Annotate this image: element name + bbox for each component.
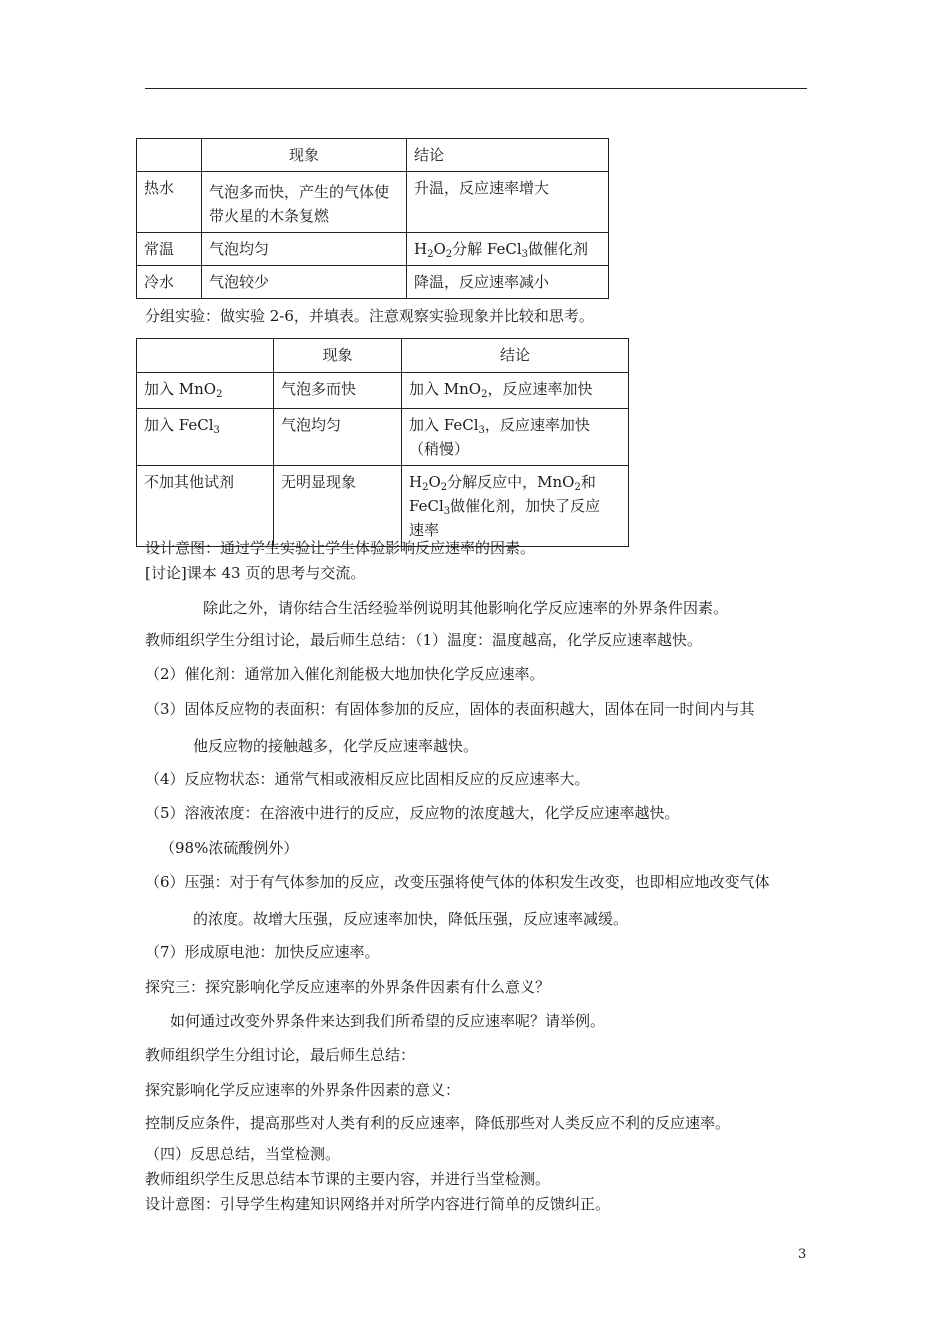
body-line: （5）溶液浓度：在溶液中进行的反应，反应物的浓度越大，化学反应速率越快。 [145, 804, 680, 822]
body-line: 教师组织学生分组讨论，最后师生总结：（1）温度：温度越高，化学反应速率越快。 [145, 631, 703, 649]
page-number: 3 [798, 1247, 807, 1262]
body-line: 的浓度。故增大压强，反应速率加快，降低压强，反应速率减缓。 [193, 910, 629, 928]
table-header-cell: 结论 [402, 339, 629, 373]
temperature-table [136, 138, 609, 299]
table-header-cell: 现象 [202, 139, 407, 172]
table-cell: 气泡多而快，产生的气体使带火星的木条复燃 [202, 172, 407, 233]
table-cell: 加入 FeCl$_3$ [137, 409, 274, 466]
table-cell: 不加其他试剂 [137, 466, 274, 547]
body-line: [讨论]课本 43 页的思考与交流。 [145, 564, 366, 582]
table-cell: 升温，反应速率增大 [407, 172, 609, 233]
table-cell: 气泡多而快 [274, 373, 402, 409]
table-cell: 加入 MnO$_2$ [137, 373, 274, 409]
header-rule [145, 88, 807, 89]
body-line: （4）反应物状态：通常气相或液相反应比固相反应的反应速率大。 [145, 770, 590, 788]
body-line: （6）压强：对于有气体参加的反应，改变压强将使气体的体积发生改变，也即相应地改变气体 [145, 873, 770, 891]
catalyst-table [136, 338, 629, 547]
body-line: 教师组织学生分组讨论，最后师生总结： [145, 1046, 416, 1064]
table-cell: 冷水 [137, 266, 202, 299]
body-line: 控制反应条件，提高那些对人类有利的反应速率，降低那些对人类反应不利的反应速率。 [145, 1114, 731, 1132]
table-cell: 降温，反应速率减小 [407, 266, 609, 299]
body-line: 除此之外，请你结合生活经验举例说明其他影响化学反应速率的外界条件因素。 [203, 599, 729, 617]
table-cell: 加入 MnO$_2$，反应速率加快 [402, 373, 629, 409]
body-line: 探究三：探究影响化学反应速率的外界条件因素有什么意义？ [145, 978, 551, 996]
table-cell: 气泡均匀 [202, 233, 407, 266]
body-line: （四）反思总结，当堂检测。 [145, 1145, 341, 1163]
body-line: 设计意图：通过学生实验让学生体验影响反应速率的因素。 [145, 539, 536, 557]
body-line: （98%浓硫酸例外） [160, 839, 299, 857]
table-cell: $H_2O_2$分解 FeCl$_3$做催化剂 [407, 233, 609, 266]
body-line: （7）形成原电池：加快反应速率。 [145, 943, 380, 961]
table-cell: 无明显现象 [274, 466, 402, 547]
table-cell: 气泡均匀 [274, 409, 402, 466]
body-line: 设计意图：引导学生构建知识网络并对所学内容进行简单的反馈纠正。 [145, 1195, 611, 1213]
body-line: 他反应物的接触越多，化学反应速率越快。 [193, 737, 479, 755]
intro-text: 分组实验：做实验 2-6，并填表。注意观察实验现象并比较和思考。 [145, 307, 594, 325]
table-cell: 加入 FeCl$_3$，反应速率加快 （稍慢） [402, 409, 629, 466]
table-header-cell: 现象 [274, 339, 402, 373]
body-line: 探究影响化学反应速率的外界条件因素的意义： [145, 1081, 461, 1099]
table-header-cell [137, 139, 202, 172]
table-cell: 气泡较少 [202, 266, 407, 299]
table-header-cell [137, 339, 274, 373]
table-cell: 热水 [137, 172, 202, 233]
body-line: （2）催化剂：通常加入催化剂能极大地加快化学反应速率。 [145, 665, 545, 683]
table-cell: 常温 [137, 233, 202, 266]
table-header-cell: 结论 [407, 139, 609, 172]
body-line: （3）固体反应物的表面积：有固体参加的反应，固体的表面积越大，固体在同一时间内与其 [145, 700, 755, 718]
body-line: 如何通过改变外界条件来达到我们所希望的反应速率呢？请举例。 [170, 1012, 606, 1030]
body-line: 教师组织学生反思总结本节课的主要内容，并进行当堂检测。 [145, 1170, 551, 1188]
table-cell: $H_2O_2$分解反应中，MnO$_2$和 FeCl$_3$做催化剂，加快了反应 速率 [402, 466, 629, 547]
